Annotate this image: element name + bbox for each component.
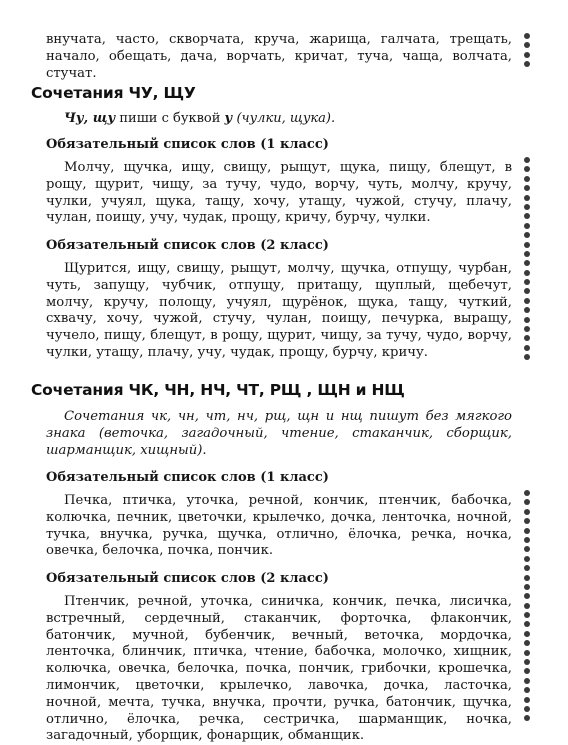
decorative-dot [524,61,530,67]
decorative-dot [524,288,530,294]
decorative-dot [524,697,530,703]
decorative-dot [524,223,530,229]
dot-column-section1 [524,157,530,364]
section2-rule [46,409,512,459]
decorative-dot [524,528,530,534]
decorative-dot [524,584,530,590]
decorative-dot [524,537,530,543]
decorative-dot [524,298,530,304]
decorative-dot [524,518,530,524]
section1-list1-title: Обязательный список слов (1 класс) [46,137,329,152]
decorative-dot [524,659,530,665]
decorative-dot [524,33,530,39]
decorative-dot [524,715,530,721]
section2-list1 [46,493,512,560]
dot-column-top [524,33,530,71]
section2-list2-title: Обязательный список слов (2 класс) [46,571,329,586]
section1-rule-letter: у [224,111,233,126]
section1-list1-text: Молчу, щучка, ищу, свищу, рыщут, щука, пищу, блещут, в рощу, щурит, чищу, за тучу, чудо, ворчу, чуть, молчу, кручу, чулки, учуял, щука, тащу, хочу, утащу, чужой, стучу, плачу, чулан, поищу, учу, чудак, прощу, кричу, бурчу, чулки. [46,160,512,226]
decorative-dot [524,565,530,571]
decorative-dot [524,213,530,219]
decorative-dot [524,687,530,693]
decorative-dot [524,603,530,609]
decorative-dot [524,678,530,684]
top-paragraph-text: внучата, часто, скворчата, круча, жарища, галчата, трещать, начало, обещать, дача, ворчать, кричат, туча, чаща, волчата, стучат. [46,32,512,81]
section1-list2 [46,261,512,362]
section1-list1 [46,160,512,227]
section2-list1-title: Обязательный список слов (1 класс) [46,470,329,485]
decorative-dot [524,260,530,266]
decorative-dot [524,307,530,313]
decorative-dot [524,232,530,238]
dot-column-section2 [524,490,530,725]
decorative-dot [524,166,530,172]
decorative-dot [524,279,530,285]
section2-list2 [46,594,512,745]
section1-rule [64,111,335,126]
decorative-dot [524,546,530,552]
decorative-dot [524,593,530,599]
section2-list1-text: Печка, птичка, уточка, речной, кончик, птенчик, бабочка, колючка, печник, цветочки, крылечко, дочка, ленточка, ночной, тучка, внучка, ручка, щучка, отлично, ёлочка, речка, ночка, овечка, белочка, почка, пончик. [46,493,512,559]
decorative-dot [524,640,530,646]
section2-list2-text: Птенчик, речной, уточка, синичка, кончик, печка, лисичка, встречный, сердечный, стаканчик, форточка, флакончик, батончик, мучной, бубенчик, вечный, веточка, мордочка, ленточка, блинчик, птичка, чтение, бабочка, молочко, хищник, колючка, овечка, белочка, почка, пончик, грибочки, крошечка, лимончик, цветочки, крылечко, лавочка, дочка, ласточка, ночной, мечта, тучка, внучка, прочти, ручка, батончик, щучка, отлично, ёлочка, речка, сестричка, шарманщик, ночка, загадочный, уборщик, фонарщик, обманщик. [46,594,512,744]
section1-rule-prefix: Чу, щу [64,111,116,126]
section1-rule-examples: (чулки, щука). [232,111,336,126]
decorative-dot [524,575,530,581]
section1-list2-title: Обязательный список слов (2 класс) [46,238,329,253]
decorative-dot [524,270,530,276]
decorative-dot [524,251,530,257]
decorative-dot [524,621,530,627]
decorative-dot [524,631,530,637]
decorative-dot [524,354,530,360]
decorative-dot [524,195,530,201]
decorative-dot [524,345,530,351]
decorative-dot [524,185,530,191]
section2-title: Сочетания ЧК, ЧН, НЧ, ЧТ, РЩ , ЩН и НЩ [31,381,405,399]
decorative-dot [524,317,530,323]
decorative-dot [524,335,530,341]
decorative-dot [524,509,530,515]
section1-list2-text: Щурится, ищу, свищу, рыщут, молчу, щучка, отпущу, чурбан, чуть, запущу, чубчик, отпущу, притащу, щуплый, щебечут, молчу, кручу, полощу, учуял, щурёнок, щука, тащу, чуткий, схвачу, хочу, чужой, стучу, чулан, поищу, печурка, выращу, чучело, пищу, блещут, в рощу, щурит, чищу, за тучу, чудо, ворчу, чулки, утащу, плачу, учу, чудак, прощу, бурчу, кричу. [46,261,512,360]
decorative-dot [524,499,530,505]
decorative-dot [524,326,530,332]
decorative-dot [524,157,530,163]
decorative-dot [524,612,530,618]
decorative-dot [524,176,530,182]
decorative-dot [524,668,530,674]
decorative-dot [524,490,530,496]
decorative-dot [524,242,530,248]
top-paragraph [46,32,512,82]
decorative-dot [524,650,530,656]
decorative-dot [524,42,530,48]
section1-title: Сочетания ЧУ, ЩУ [31,84,196,102]
decorative-dot [524,706,530,712]
decorative-dot [524,556,530,562]
section1-rule-middle: пиши с буквой [115,111,225,126]
section2-rule-text: Сочетания чк, чн, чт, нч, рщ, щн и нщ пишут без мягкого знака (веточка, загадочный, чтение, стаканчик, сборщик, шарманщик, хищный). [46,409,512,458]
decorative-dot [524,52,530,58]
decorative-dot [524,204,530,210]
